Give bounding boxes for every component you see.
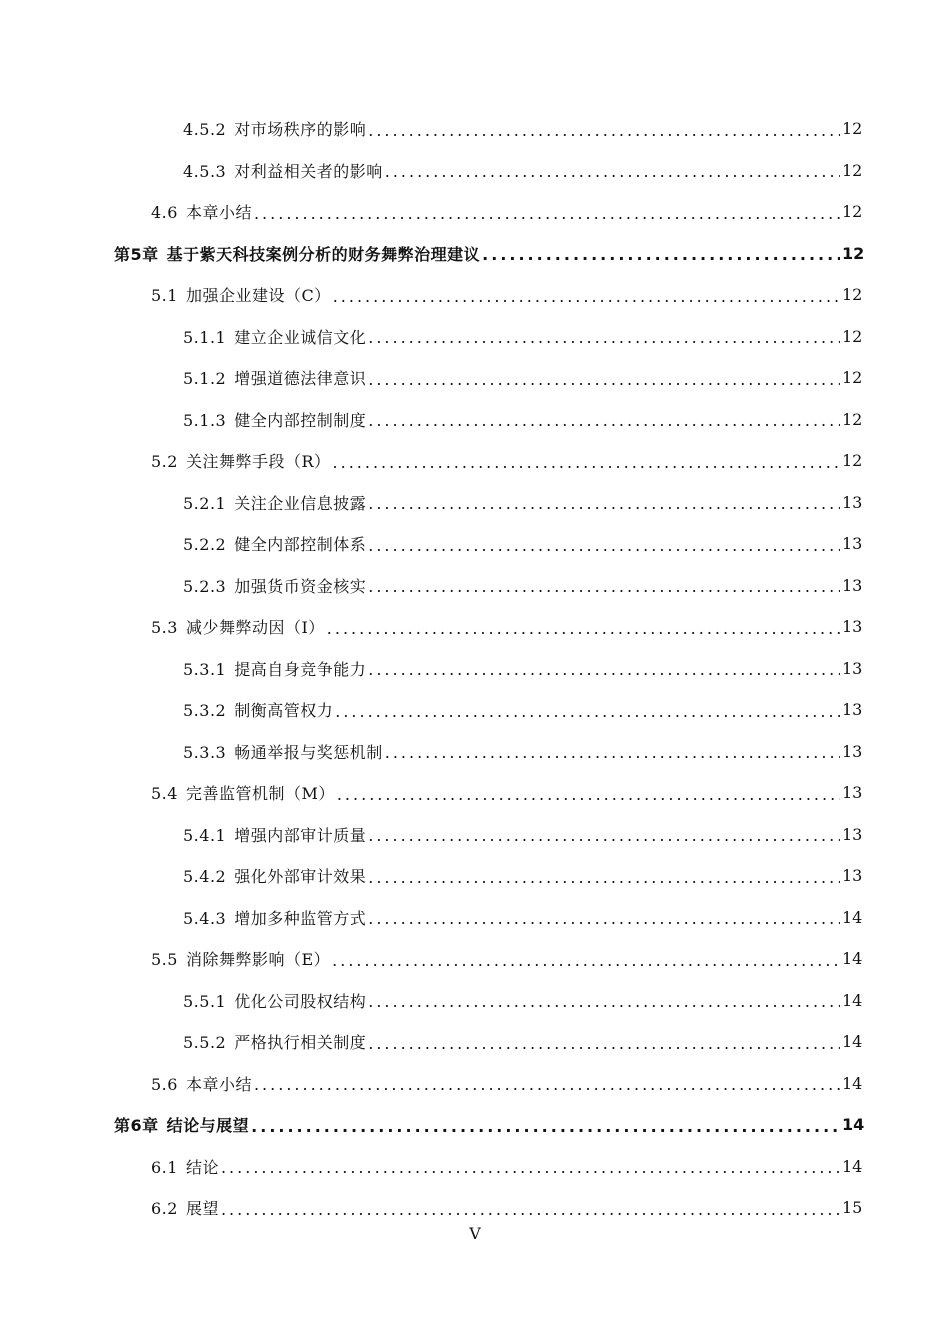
toc-entry-title: 加强企业建设（C） (185, 286, 331, 306)
toc-entry-title: 展望 (185, 1199, 219, 1219)
toc-entry-number: 第6章 (114, 1116, 159, 1136)
toc-entry[interactable] (0, 108, 950, 150)
toc-entry-label (183, 408, 366, 431)
toc-dot-leader (333, 455, 840, 471)
toc-entry-page: 13 (842, 658, 863, 678)
toc-dot-leader (254, 206, 840, 222)
toc-dot-leader (368, 1036, 840, 1052)
toc-entry-label (183, 1030, 366, 1053)
toc-entry-label (151, 1155, 219, 1178)
toc-entry-title: 健全内部控制体系 (234, 535, 367, 555)
toc-entry-label (151, 200, 252, 223)
toc-dot-leader (368, 538, 840, 554)
toc-entry-label (151, 283, 331, 306)
toc-entry-label (183, 989, 366, 1012)
toc-entry-label (151, 449, 331, 472)
toc-entry-page: 12 (842, 409, 863, 429)
toc-dot-leader (368, 911, 840, 927)
toc-entry-page: 12 (842, 368, 863, 388)
toc-entry[interactable] (0, 150, 950, 192)
toc-entry-number: 4.5.2 (183, 120, 227, 140)
toc-entry-title: 增强道德法律意识 (234, 369, 367, 389)
toc-entry-number: 5.2.1 (183, 493, 227, 513)
toc-entry-label (183, 574, 366, 597)
toc-entry-title: 本章小结 (185, 203, 252, 223)
toc-dot-leader (332, 953, 840, 969)
toc-entry-number: 4.6 (151, 203, 178, 223)
toc-dot-leader (333, 289, 840, 305)
toc-entry-page: 13 (842, 575, 863, 595)
toc-entry-number: 5.2 (151, 452, 178, 472)
toc-entry-title: 基于紫天科技案例分析的财务舞弊治理建议 (166, 244, 481, 264)
toc-entry-page: 13 (842, 866, 863, 886)
toc-entry-number: 6.1 (151, 1157, 178, 1177)
toc-entry-page: 14 (842, 907, 863, 927)
toc-entry-label (183, 823, 366, 846)
toc-entry[interactable] (0, 316, 950, 358)
toc-entry-page: 12 (842, 451, 863, 471)
toc-entry[interactable] (0, 855, 950, 897)
toc-entry[interactable] (0, 606, 950, 648)
toc-entry-title: 增强内部审计质量 (234, 825, 367, 845)
toc-entry-page: 13 (842, 824, 863, 844)
toc-dot-leader (368, 123, 840, 139)
toc-dot-leader (251, 1119, 840, 1135)
toc-entry-title: 增加多种监管方式 (234, 908, 367, 928)
toc-entry-title: 完善监管机制（M） (185, 784, 335, 804)
toc-entry-page: 13 (842, 741, 863, 761)
toc-entry[interactable] (0, 1063, 950, 1105)
toc-entry-label (183, 532, 366, 555)
toc-entry-title: 建立企业诚信文化 (234, 327, 367, 347)
toc-dot-leader (368, 413, 840, 429)
toc-entry-title: 提高自身竞争能力 (234, 659, 367, 679)
toc-dot-leader (254, 1077, 840, 1093)
toc-entry-title: 畅通举报与奖惩机制 (234, 742, 383, 762)
toc-entry[interactable] (0, 1187, 950, 1229)
toc-dot-leader (368, 870, 840, 886)
toc-entry[interactable] (0, 980, 950, 1022)
toc-entry-number: 5.1 (151, 286, 178, 306)
toc-entry-number: 5.2.3 (183, 576, 227, 596)
toc-entry-page: 14 (842, 1156, 863, 1176)
toc-entry-page: 12 (842, 160, 863, 180)
toc-entry-number: 5.5.2 (183, 1033, 227, 1053)
toc-entry-label (183, 906, 366, 929)
toc-entry-title: 减少舞弊动因（I） (185, 618, 325, 638)
toc-entry[interactable] (0, 1104, 950, 1146)
toc-entry-number: 5.5 (151, 950, 178, 970)
toc-entry[interactable] (0, 482, 950, 524)
toc-entry-number: 4.5.3 (183, 161, 227, 181)
toc-dot-leader (482, 247, 840, 263)
toc-entry-number: 5.3 (151, 618, 178, 638)
toc-entry-number: 5.1.2 (183, 369, 227, 389)
toc-entry-label (183, 117, 366, 140)
toc-entry-label (151, 1072, 252, 1095)
toc-entry[interactable] (0, 357, 950, 399)
toc-entry-number: 5.3.3 (183, 742, 227, 762)
toc-entry-number: 5.4.3 (183, 908, 227, 928)
toc-entry-number: 第5章 (114, 244, 159, 264)
toc-entry-page: 12 (842, 119, 863, 139)
toc-entry-title: 消除舞弊影响（E） (185, 950, 331, 970)
toc-entry[interactable] (0, 399, 950, 441)
toc-entry-page: 14 (842, 1032, 863, 1052)
toc-entry-label (183, 657, 366, 680)
toc-dot-leader (368, 330, 840, 346)
toc-entry[interactable] (0, 772, 950, 814)
toc-entry[interactable] (0, 523, 950, 565)
toc-entry-number: 5.4.1 (183, 825, 227, 845)
toc-entry-label (183, 325, 366, 348)
toc-entry-page: 14 (842, 949, 863, 969)
toc-entry[interactable] (0, 814, 950, 856)
table-of-contents (0, 108, 950, 1229)
toc-entry-number: 5.4 (151, 784, 178, 804)
toc-entry-label (151, 615, 325, 638)
toc-entry[interactable] (0, 191, 950, 233)
toc-entry[interactable] (0, 938, 950, 980)
toc-dot-leader (335, 704, 840, 720)
toc-dot-leader (337, 787, 840, 803)
toc-entry-label (183, 698, 333, 721)
toc-entry-number: 5.2.2 (183, 535, 227, 555)
toc-entry[interactable] (0, 897, 950, 939)
toc-entry-title: 严格执行相关制度 (234, 1033, 367, 1053)
toc-entry[interactable] (0, 565, 950, 607)
toc-entry[interactable] (0, 689, 950, 731)
toc-entry-title: 结论 (185, 1157, 219, 1177)
toc-dot-leader (368, 662, 840, 678)
toc-entry-number: 5.5.1 (183, 991, 227, 1011)
page-number: V (469, 1224, 481, 1243)
toc-entry-title: 加强货币资金核实 (234, 576, 367, 596)
toc-entry-label (183, 740, 383, 763)
toc-entry[interactable] (0, 274, 950, 316)
toc-entry[interactable] (0, 1021, 950, 1063)
toc-entry[interactable] (0, 440, 950, 482)
toc-dot-leader (368, 994, 840, 1010)
toc-entry-page: 13 (842, 617, 863, 637)
toc-entry-label (114, 1113, 249, 1136)
toc-entry-title: 制衡高管权力 (234, 701, 334, 721)
toc-entry-page: 15 (842, 1198, 863, 1218)
toc-entry-label (183, 366, 366, 389)
toc-entry-page: 14 (842, 990, 863, 1010)
toc-entry-page: 12 (842, 243, 865, 263)
toc-entry-page: 12 (842, 202, 863, 222)
toc-entry-title: 优化公司股权结构 (234, 991, 367, 1011)
toc-dot-leader (385, 164, 840, 180)
toc-entry-number: 5.3.2 (183, 701, 227, 721)
toc-entry-page: 14 (842, 1073, 863, 1093)
toc-dot-leader (368, 372, 840, 388)
toc-entry-label (151, 1196, 219, 1219)
toc-dot-leader (221, 1202, 840, 1218)
toc-entry-title: 健全内部控制制度 (234, 410, 367, 430)
toc-entry[interactable] (0, 648, 950, 690)
toc-entry-label (151, 947, 330, 970)
toc-dot-leader (327, 621, 840, 637)
toc-entry-title: 对市场秩序的影响 (234, 120, 367, 140)
toc-dot-leader (368, 828, 840, 844)
toc-entry-page: 12 (842, 285, 863, 305)
toc-entry-title: 本章小结 (185, 1074, 252, 1094)
toc-entry-label (183, 491, 366, 514)
toc-entry-title: 关注企业信息披露 (234, 493, 367, 513)
toc-entry[interactable] (0, 233, 950, 275)
toc-entry-page: 14 (842, 1115, 865, 1135)
toc-entry-number: 5.1.1 (183, 327, 227, 347)
toc-dot-leader (221, 1160, 840, 1176)
toc-entry-number: 5.6 (151, 1074, 178, 1094)
toc-entry-page: 13 (842, 783, 863, 803)
toc-entry[interactable] (0, 731, 950, 773)
toc-entry-page: 13 (842, 534, 863, 554)
toc-entry-number: 5.1.3 (183, 410, 227, 430)
toc-entry-label (114, 242, 480, 265)
toc-entry-label (183, 159, 383, 182)
toc-dot-leader (368, 579, 840, 595)
toc-dot-leader (385, 745, 840, 761)
toc-entry-number: 6.2 (151, 1199, 178, 1219)
toc-entry-number: 5.3.1 (183, 659, 227, 679)
toc-entry-title: 结论与展望 (166, 1116, 250, 1136)
toc-entry[interactable] (0, 1146, 950, 1188)
toc-entry-title: 对利益相关者的影响 (234, 161, 383, 181)
toc-entry-page: 13 (842, 700, 863, 720)
toc-entry-title: 强化外部审计效果 (234, 867, 367, 887)
toc-entry-page: 12 (842, 326, 863, 346)
toc-entry-label (151, 781, 335, 804)
toc-dot-leader (368, 496, 840, 512)
toc-entry-number: 5.4.2 (183, 867, 227, 887)
toc-entry-title: 关注舞弊手段（R） (185, 452, 331, 472)
toc-entry-label (183, 864, 366, 887)
toc-entry-page: 13 (842, 492, 863, 512)
